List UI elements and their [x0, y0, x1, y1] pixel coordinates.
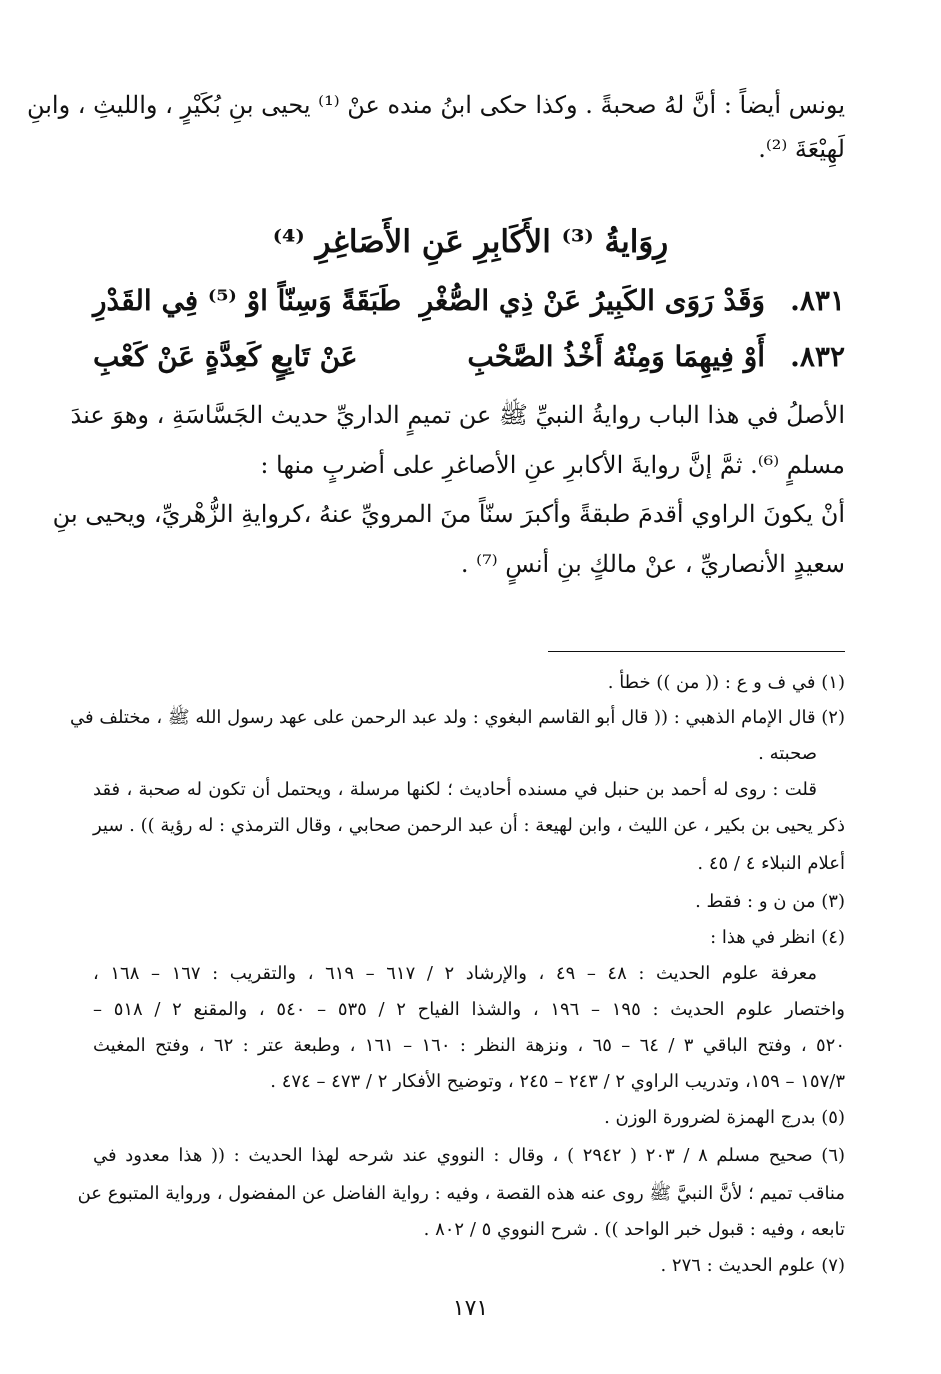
footnote-2-line-2: صحبته .	[758, 743, 817, 764]
footnote-6: (٦) صحيح مسلم ٨ / ٢٠٣ ( ٢٩٤٢ ) ، وقال : النووي عند شرحه لهذا الحديث : (( هذا معدود في	[93, 1145, 846, 1166]
footnote-2-line-3: قلت : روى له أحمد بن حنبل في مسنده أحاديث ؛ لكنها مرسلة ، ويحتمل أن تكون له صحبة ، فقد	[93, 779, 817, 800]
footnote-7: (٧) علوم الحديث : ٢٧٦ .	[660, 1255, 845, 1276]
footnote-4: (٤) انظر في هذا :	[710, 927, 845, 948]
verse-number: ٨٣٢.	[790, 340, 845, 373]
paragraph-line-4: سعيدٍ الأنصاريِّ ، عنْ مالكٍ بنِ أنسٍ ⁽⁷⁾ .	[460, 550, 845, 578]
verse-number: ٨٣١.	[790, 284, 845, 317]
paragraph-line-1: الأصلُ في هذا الباب روايةُ النبيِّ ﷺ عن تميمٍ الداريِّ حديث الجَسَّاسَةِ ، وهوَ عندَ	[70, 401, 845, 429]
paragraph-line-2: مسلمٍ ⁽⁶⁾. ثمَّ إنَّ روايةَ الأكابرِ عنِ الأصاغرِ على أضربٍ منها :	[260, 451, 845, 479]
verse-831	[93, 282, 845, 320]
footnote-4-line-3: واختصار علوم الحديث : ١٩٥ – ١٩٦ ، والشذا الفياح ٢ / ٥٣٥ – ٥٤٠ ، والمقنع ٢ / ٥١٨ –	[93, 999, 846, 1020]
footnote-2-line-4: ذكر يحيى بن بكير ، عن الليث ، وابن لهيعة : أن عبد الرحمن صحابي ، وقال الترمذي : له رؤية )) . سير	[93, 815, 845, 836]
footnote-3: (٣) من ن و : فقط .	[695, 891, 845, 912]
footnote-2-line-5: أعلام النبلاء ٤ / ٤٥ .	[697, 853, 845, 874]
verse-first-hemistich: أَوْ فِيهِمَا وَمِنْهُ أَخْذُ الصَّحْبِ	[467, 340, 765, 373]
page-number: ١٧١	[452, 1296, 489, 1321]
paragraph-line-3: أنْ يكونَ الراوي أقدمَ طبقةً وأكبرَ سنّاً منَ المرويِّ عنهُ ،كروايةِ الزُّهْريِّ، ويحيى بنِ	[52, 500, 845, 528]
verse-first-hemistich: وَقَدْ رَوَى الكَبِيرُ عَنْ ذِي الصُّغْرِ	[419, 284, 765, 317]
intro-line-1: يونس أيضاً : أنَّ لهُ صحبةً . وكذا حكى ابنُ منده عنْ ⁽¹⁾ يحيى بنِ بُكَيْرٍ ، والليثِ ، وابنِ	[26, 91, 845, 119]
verse-second-hemistich: عَنْ تَابِعٍ كَعِدَّةٍ عَنْ كَعْبِ	[93, 340, 358, 373]
intro-line-2: لَهِيْعَةَ ⁽²⁾.	[758, 135, 845, 163]
verse-second-hemistich: طَبَقَةً وَسِنّاً اوْ ⁽⁵⁾ فِي القَدْرِ	[93, 284, 402, 317]
verse-832	[93, 338, 845, 376]
footnote-4-line-5: ١٥٧/٣ – ١٥٩، وتدريب الراوي ٢ / ٢٤٣ – ٢٤٥ ، وتوضيح الأفكار ٢ / ٤٧٣ – ٤٧٤ .	[270, 1071, 845, 1092]
footnote-separator	[548, 651, 845, 652]
footnote-4-line-4: ٥٢٠ ، وفتح الباقي ٣ / ٦٤ – ٦٥ ، ونزهة النظر : ١٦٠ – ١٦١ ، وطبعة عتر : ٦٢ ، وفتح المغيث	[93, 1035, 846, 1056]
footnote-6-line-3: تابعه ، وفيه : قبول خبر الواحد )) . شرح النووي ٥ / ٨٠٢ .	[423, 1219, 845, 1240]
footnote-6-line-2: مناقب تميم ؛ لأنَّ النبيَّ ﷺ روى عنه هذه القصة ، وفيه : رواية الفاضل عن المفضول ، ورواية المتبوع عن	[77, 1183, 845, 1204]
footnote-4-line-2: معرفة علوم الحديث : ٤٨ – ٤٩ ، والإرشاد ٢ / ٦١٧ – ٦١٩ ، والتقريب : ١٦٧ – ١٦٨ ،	[93, 963, 818, 984]
footnote-1: (١) في ف و ع : (( من )) خطأ .	[607, 672, 845, 693]
footnote-2-line-1: (٢) قال الإمام الذهبي : (( قال أبو القاسم البغوي : ولد عبد الرحمن على عهد رسول الله ﷺ ، مختلف في	[70, 707, 845, 728]
footnote-5: (٥) بدرج الهمزة لضرورة الوزن .	[604, 1107, 845, 1128]
section-heading: رِوَايةُ ⁽³⁾ الأَكَابِرِ عَنِ الأَصَاغِرِ ⁽⁴⁾	[272, 224, 669, 260]
